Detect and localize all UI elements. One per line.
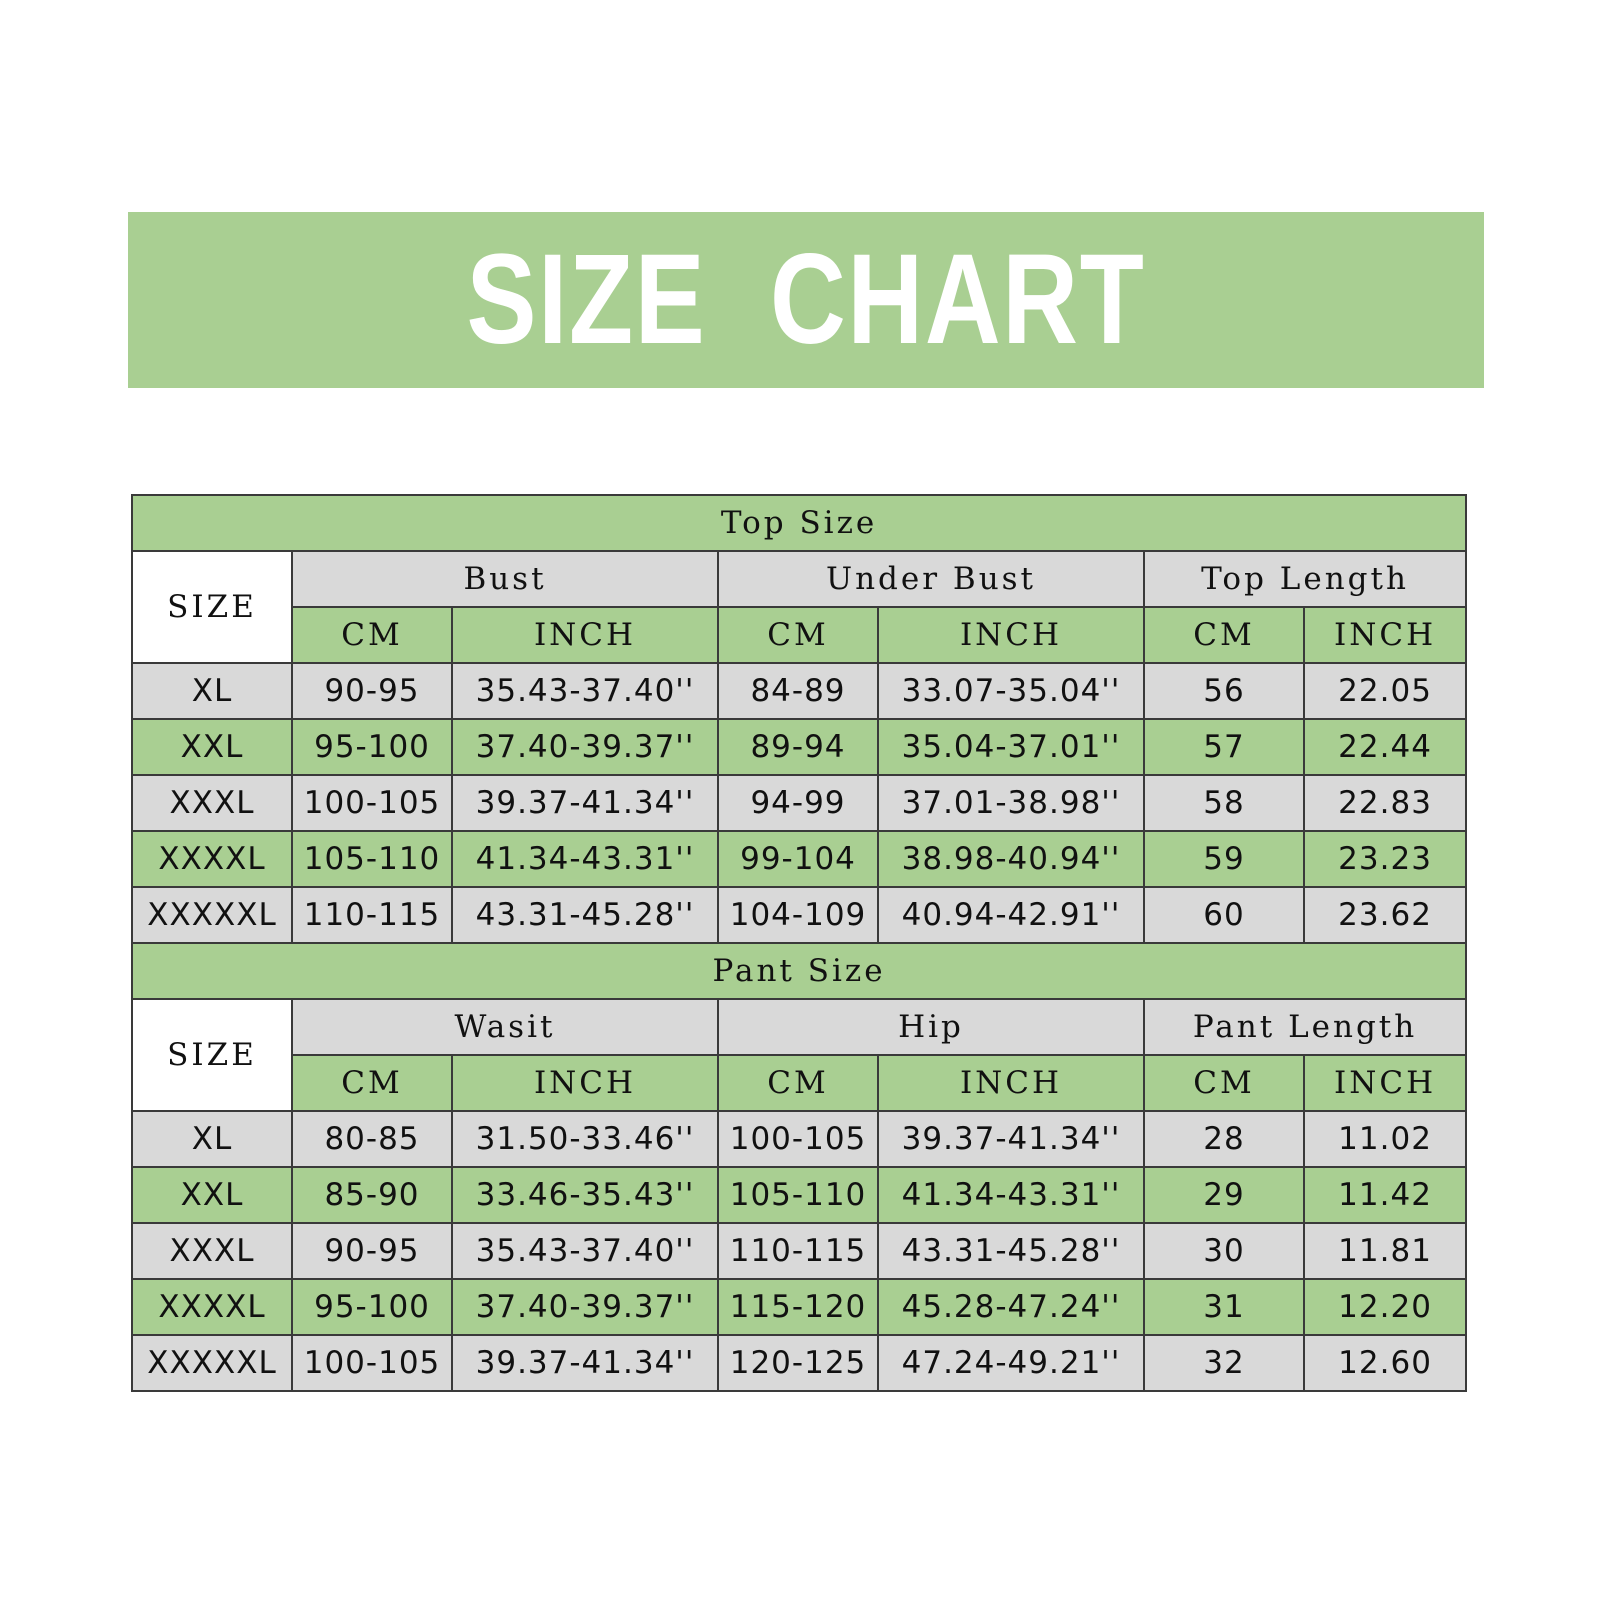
table-row bbox=[132, 663, 1466, 719]
value-cell: 120-125 bbox=[718, 1335, 878, 1391]
value-cell: 30 bbox=[1144, 1223, 1304, 1279]
table-row bbox=[132, 1335, 1466, 1391]
value-cell: 35.43-37.40'' bbox=[452, 663, 718, 719]
value-cell: 100-105 bbox=[292, 1335, 452, 1391]
value-cell: 33.07-35.04'' bbox=[878, 663, 1144, 719]
unit-header: CM bbox=[1144, 1055, 1304, 1111]
value-cell: 11.42 bbox=[1304, 1167, 1466, 1223]
value-cell: 12.20 bbox=[1304, 1279, 1466, 1335]
banner-title: SIZE CHART bbox=[466, 228, 1146, 371]
value-cell: 23.62 bbox=[1304, 887, 1466, 943]
value-cell: 32 bbox=[1144, 1335, 1304, 1391]
value-cell: 45.28-47.24'' bbox=[878, 1279, 1144, 1335]
under-bust-header: Under Bust bbox=[718, 551, 1144, 607]
value-cell: 90-95 bbox=[292, 1223, 452, 1279]
value-cell: 37.01-38.98'' bbox=[878, 775, 1144, 831]
value-cell: 57 bbox=[1144, 719, 1304, 775]
value-cell: 35.43-37.40'' bbox=[452, 1223, 718, 1279]
unit-header: INCH bbox=[452, 607, 718, 663]
value-cell: 38.98-40.94'' bbox=[878, 831, 1144, 887]
unit-header: CM bbox=[292, 607, 452, 663]
value-cell: 100-105 bbox=[718, 1111, 878, 1167]
size-cell: XXXXXL bbox=[132, 1335, 292, 1391]
value-cell: 58 bbox=[1144, 775, 1304, 831]
table-row bbox=[132, 1167, 1466, 1223]
value-cell: 40.94-42.91'' bbox=[878, 887, 1144, 943]
value-cell: 94-99 bbox=[718, 775, 878, 831]
top-size-column-header: SIZE bbox=[132, 551, 292, 663]
size-cell: XXXL bbox=[132, 775, 292, 831]
size-cell: XL bbox=[132, 1111, 292, 1167]
value-cell: 110-115 bbox=[292, 887, 452, 943]
value-cell: 47.24-49.21'' bbox=[878, 1335, 1144, 1391]
pant-size-title: Pant Size bbox=[132, 943, 1466, 999]
value-cell: 95-100 bbox=[292, 1279, 452, 1335]
hip-header: Hip bbox=[718, 999, 1144, 1055]
unit-header: CM bbox=[1144, 607, 1304, 663]
value-cell: 115-120 bbox=[718, 1279, 878, 1335]
unit-header: CM bbox=[292, 1055, 452, 1111]
value-cell: 56 bbox=[1144, 663, 1304, 719]
value-cell: 105-110 bbox=[718, 1167, 878, 1223]
value-cell: 11.81 bbox=[1304, 1223, 1466, 1279]
table-row bbox=[132, 887, 1466, 943]
value-cell: 85-90 bbox=[292, 1167, 452, 1223]
value-cell: 29 bbox=[1144, 1167, 1304, 1223]
unit-header: INCH bbox=[1304, 1055, 1466, 1111]
value-cell: 31.50-33.46'' bbox=[452, 1111, 718, 1167]
value-cell: 23.23 bbox=[1304, 831, 1466, 887]
value-cell: 110-115 bbox=[718, 1223, 878, 1279]
table-row bbox=[132, 1279, 1466, 1335]
table-row bbox=[132, 719, 1466, 775]
value-cell: 95-100 bbox=[292, 719, 452, 775]
top-length-header: Top Length bbox=[1144, 551, 1466, 607]
value-cell: 105-110 bbox=[292, 831, 452, 887]
top-size-title: Top Size bbox=[132, 495, 1466, 551]
table-row bbox=[132, 775, 1466, 831]
value-cell: 35.04-37.01'' bbox=[878, 719, 1144, 775]
value-cell: 41.34-43.31'' bbox=[452, 831, 718, 887]
table-row bbox=[132, 831, 1466, 887]
value-cell: 41.34-43.31'' bbox=[878, 1167, 1144, 1223]
size-chart-banner bbox=[128, 212, 1484, 388]
value-cell: 104-109 bbox=[718, 887, 878, 943]
value-cell: 28 bbox=[1144, 1111, 1304, 1167]
value-cell: 37.40-39.37'' bbox=[452, 719, 718, 775]
size-cell: XXXL bbox=[132, 1223, 292, 1279]
value-cell: 33.46-35.43'' bbox=[452, 1167, 718, 1223]
value-cell: 43.31-45.28'' bbox=[878, 1223, 1144, 1279]
value-cell: 39.37-41.34'' bbox=[878, 1111, 1144, 1167]
value-cell: 11.02 bbox=[1304, 1111, 1466, 1167]
size-cell: XL bbox=[132, 663, 292, 719]
unit-header: CM bbox=[718, 607, 878, 663]
table-row bbox=[132, 1111, 1466, 1167]
value-cell: 12.60 bbox=[1304, 1335, 1466, 1391]
value-cell: 90-95 bbox=[292, 663, 452, 719]
value-cell: 60 bbox=[1144, 887, 1304, 943]
size-cell: XXXXL bbox=[132, 831, 292, 887]
size-cell: XXL bbox=[132, 719, 292, 775]
value-cell: 22.83 bbox=[1304, 775, 1466, 831]
table-row bbox=[132, 1223, 1466, 1279]
pant-size-section bbox=[132, 943, 1466, 1391]
top-size-section bbox=[132, 495, 1466, 943]
size-cell: XXXXL bbox=[132, 1279, 292, 1335]
waist-header: Wasit bbox=[292, 999, 718, 1055]
unit-header: INCH bbox=[878, 607, 1144, 663]
size-chart-table bbox=[131, 494, 1467, 1392]
value-cell: 31 bbox=[1144, 1279, 1304, 1335]
bust-header: Bust bbox=[292, 551, 718, 607]
unit-header: INCH bbox=[452, 1055, 718, 1111]
value-cell: 99-104 bbox=[718, 831, 878, 887]
value-cell: 39.37-41.34'' bbox=[452, 775, 718, 831]
value-cell: 37.40-39.37'' bbox=[452, 1279, 718, 1335]
value-cell: 84-89 bbox=[718, 663, 878, 719]
value-cell: 39.37-41.34'' bbox=[452, 1335, 718, 1391]
pant-length-header: Pant Length bbox=[1144, 999, 1466, 1055]
value-cell: 22.44 bbox=[1304, 719, 1466, 775]
value-cell: 89-94 bbox=[718, 719, 878, 775]
size-cell: XXXXXL bbox=[132, 887, 292, 943]
value-cell: 22.05 bbox=[1304, 663, 1466, 719]
pant-size-column-header: SIZE bbox=[132, 999, 292, 1111]
unit-header: INCH bbox=[1304, 607, 1466, 663]
unit-header: CM bbox=[718, 1055, 878, 1111]
value-cell: 80-85 bbox=[292, 1111, 452, 1167]
value-cell: 59 bbox=[1144, 831, 1304, 887]
size-cell: XXL bbox=[132, 1167, 292, 1223]
value-cell: 43.31-45.28'' bbox=[452, 887, 718, 943]
unit-header: INCH bbox=[878, 1055, 1144, 1111]
value-cell: 100-105 bbox=[292, 775, 452, 831]
